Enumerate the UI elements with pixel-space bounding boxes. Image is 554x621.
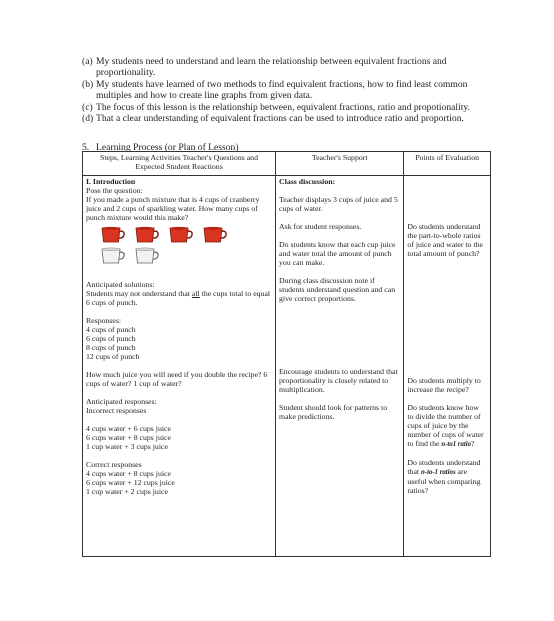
introduction-title: I. Introduction <box>86 176 136 186</box>
lesson-plan-table <box>82 151 491 557</box>
ratio-term: n-to1 ratio <box>441 440 472 448</box>
objective-item <box>82 56 472 79</box>
support-paragraph: Encourage students to understand that proportionality is closely related to multiplication. <box>279 366 398 394</box>
table-header-row <box>83 152 491 176</box>
objective-item <box>82 113 472 124</box>
objective-text: My students need to understand and learn the relationship between equivalent fractions and proportionality. <box>96 56 447 79</box>
objective-text: The focus of this lesson is the relationship between, equivalent fractions, ratio and propotionality. <box>96 101 470 113</box>
support-paragraph: Student should look for patterns to make predictions. <box>279 402 388 421</box>
objective-item <box>82 102 472 113</box>
section-title: Learning Process (or Plan of Lesson) <box>96 142 239 153</box>
question-text: If you made a punch mixture that is 4 cups of cranberry juice and 2 cups of sparkling water. How many cups of punch mixture would this make? <box>86 194 260 222</box>
header-evaluation: Points of Evaluation <box>404 152 491 176</box>
anticipated-text-part: Students may not understand that <box>86 288 192 298</box>
evaluation-point: Do students understand the part-to-whole ratios of juice and water to the total amount of punch? <box>407 221 483 258</box>
objectives-list <box>82 56 472 124</box>
steps-cell <box>83 175 276 556</box>
objective-label: (a) <box>82 56 93 67</box>
anticipated-solutions-title: Anticipated solutions: <box>86 279 155 289</box>
correct-response-item: 1 cup water + 2 cups juice <box>86 486 168 496</box>
white-cup-icon <box>134 247 160 264</box>
support-paragraph: Teacher displays 3 cups of juice and 5 cups of water. <box>279 194 398 213</box>
anticipated-text-part: the cups total to equal 6 cups of punch. <box>86 288 271 307</box>
response-item: 4 cups of punch <box>86 324 136 334</box>
correct-response-item: 6 cups water + 12 cups juice <box>86 477 175 487</box>
white-cups-row <box>100 247 272 264</box>
objective-label: (d) <box>82 113 94 125</box>
ratio-term: n-to-1 ratios <box>421 468 456 476</box>
white-cup-icon <box>100 247 126 264</box>
objective-label: (b) <box>82 78 94 90</box>
objective-item <box>82 79 472 102</box>
anticipated-responses-title: Anticipated responses: <box>86 396 157 406</box>
teacher-support-cell <box>276 175 404 556</box>
evaluation-text-part: ? <box>471 438 475 448</box>
evaluation-text-part: Do students know how to divide the number of cups of juice by the number of cups of water to find the <box>407 402 484 448</box>
responses-title: Responses: <box>86 315 122 325</box>
header-teacher-support: Teacher's Support <box>276 152 404 176</box>
response-item: 12 cups of punch <box>86 351 140 361</box>
header-steps: Steps, Learning Activities Teacher's Questions and Expected Student Reactions <box>83 152 276 176</box>
red-cups-row <box>100 226 272 243</box>
response-item: 8 cups of punch <box>86 342 136 352</box>
support-paragraph: Ask for student responses. <box>279 221 362 231</box>
evaluation-cell <box>404 175 491 556</box>
anticipated-solutions-text <box>86 289 272 307</box>
pose-label: Pose the question: <box>86 185 143 195</box>
table-row <box>83 175 491 556</box>
red-cup-icon <box>202 226 228 243</box>
evaluation-text-part: are useful when comparing ratios? <box>407 466 481 495</box>
correct-response-item: 4 cups water + 8 cups juice <box>86 468 171 478</box>
response-item: 6 cups of punch <box>86 333 136 343</box>
objective-text: That a clear understanding of equivalent fractions can be used to introduce ratio and proportion. <box>96 113 464 125</box>
evaluation-text-part: Do students understand that <box>407 457 481 476</box>
double-recipe-question: How much juice you will need if you double the recipe? 6 cups of water? 1 cup of water? <box>86 369 268 388</box>
support-paragraph: Do students know that each cup juice and water total the amount of punch you can make. <box>279 239 396 267</box>
incorrect-response-item: 4 cups water + 6 cups juice <box>86 423 171 433</box>
red-cup-icon <box>134 226 160 243</box>
incorrect-responses-title: Incorrect responses <box>86 405 147 415</box>
incorrect-response-item: 6 cups water + 8 cups juice <box>86 432 171 442</box>
incorrect-response-item: 1 cup water + 3 cups juice <box>86 441 168 451</box>
class-discussion-title: Class discussion: <box>279 176 336 186</box>
evaluation-point <box>407 458 487 495</box>
evaluation-point <box>407 403 487 449</box>
red-cup-icon <box>100 226 126 243</box>
section-number: 5. <box>82 142 90 153</box>
correct-responses-title: Correct responses <box>86 459 142 469</box>
objective-label: (c) <box>82 101 93 113</box>
red-cup-icon <box>168 226 194 243</box>
evaluation-point: Do students multiply to increase the recipe? <box>407 375 481 394</box>
anticipated-text-underlined: all <box>191 288 200 298</box>
objective-text: My students have learned of two methods to find equivalent fractions, how to find least common multiples and how to create line graphs from given data. <box>96 78 468 102</box>
support-paragraph: During class discussion note if students understand question and can give correct proportions. <box>279 275 396 303</box>
